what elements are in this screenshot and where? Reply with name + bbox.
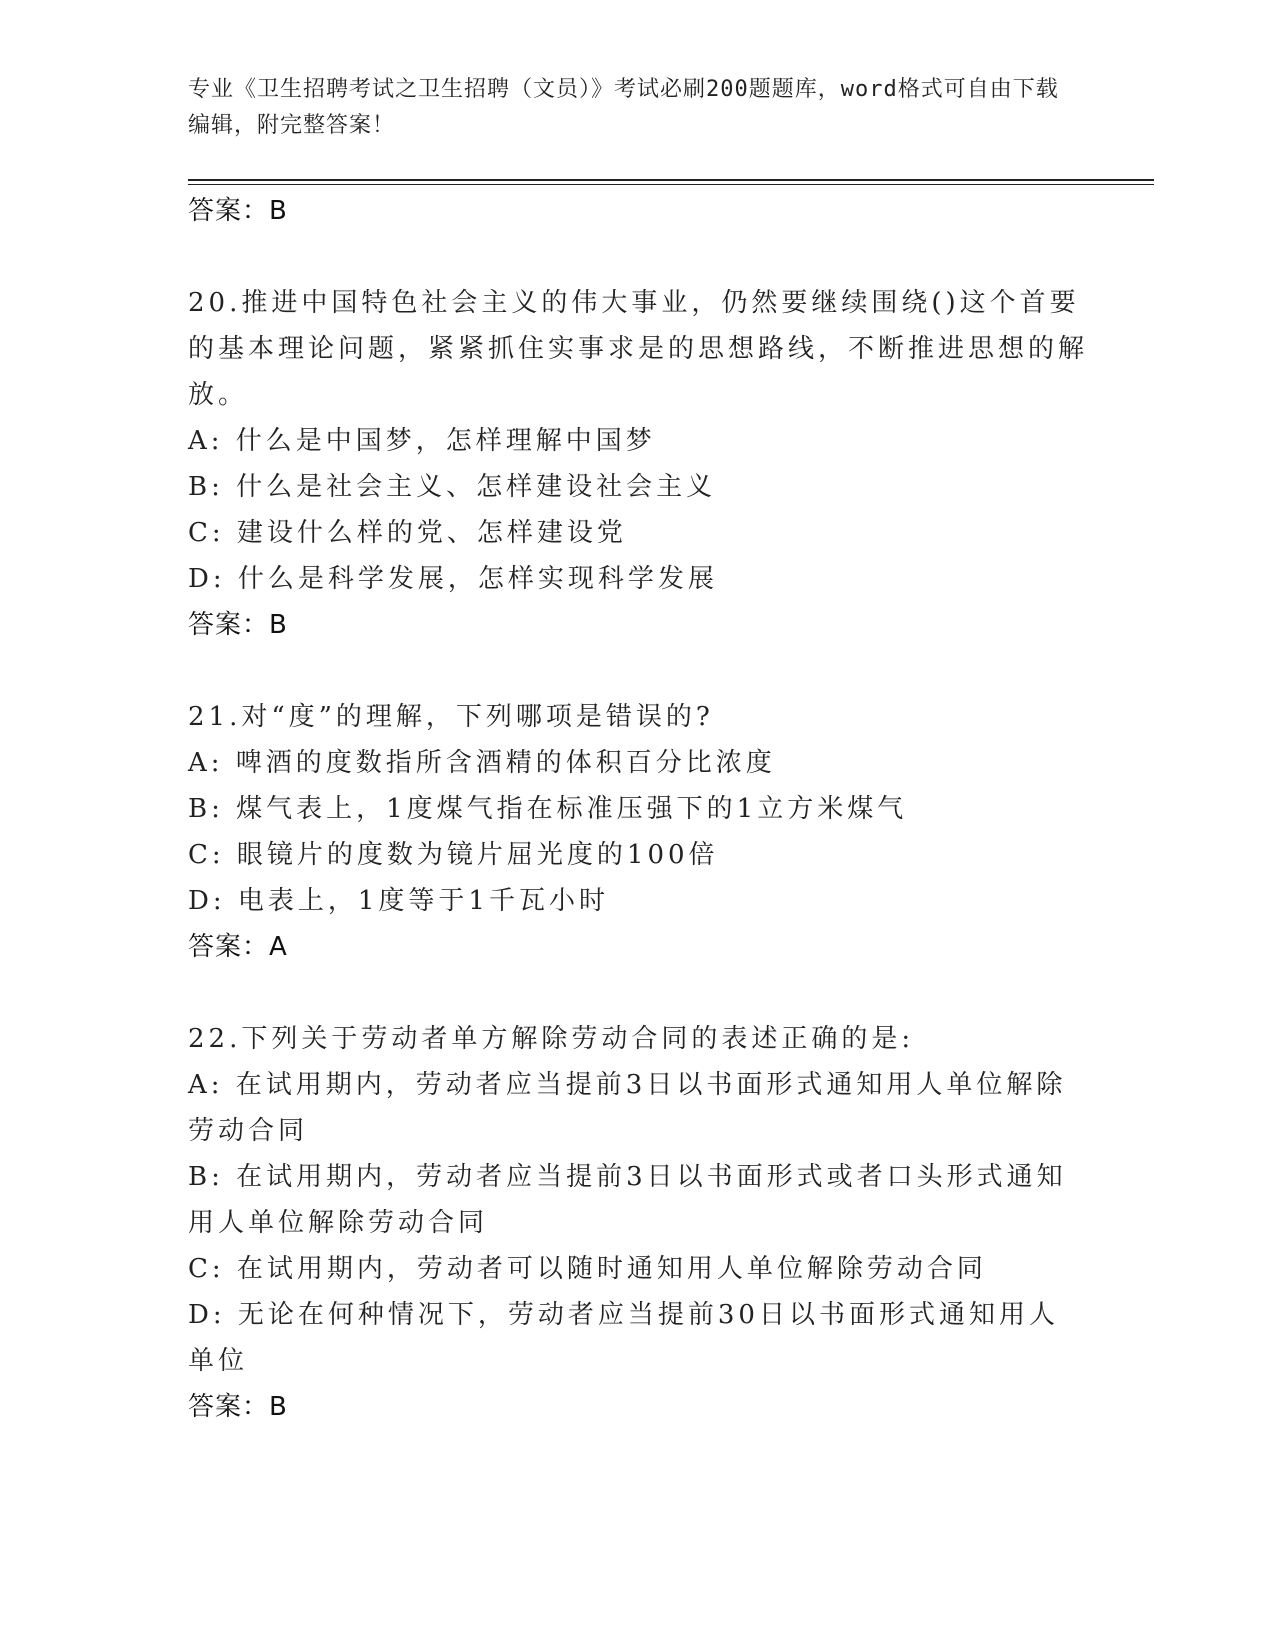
question-text: 20.推进中国特色社会主义的伟大事业，仍然要继续围绕()这个首要的基本理论问题，紧紧抓住实事求是的思想路线，不断推进思想的解放。 <box>188 288 1089 410</box>
header-divider-thin <box>188 184 1154 185</box>
previous-answer: 答案：B <box>188 196 288 226</box>
option-d: D: 无论在何种情况下，劳动者应当提前30日以书面形式通知用人单位 <box>188 1300 1059 1376</box>
option-c: C: 眼镜片的度数为镜片屈光度的100倍 <box>188 840 719 870</box>
option-a: A: 什么是中国梦，怎样理解中国梦 <box>188 426 656 456</box>
question-text: 22.下列关于劳动者单方解除劳动合同的表述正确的是: <box>188 1024 915 1054</box>
option-b: B: 什么是社会主义、怎样建设社会主义 <box>188 472 717 502</box>
option-d: D: 什么是科学发展，怎样实现科学发展 <box>188 564 718 594</box>
header-title: 专业《卫生招聘考试之卫生招聘（文员）》考试必刷200题题库，word格式可自由下载编辑，附完整答案！ <box>188 77 1059 138</box>
option-a: A: 啤酒的度数指所含酒精的体积百分比浓度 <box>188 748 776 778</box>
option-b: B: 在试用期内，劳动者应当提前3日以书面形式或者口头形式通知用人单位解除劳动合同 <box>188 1162 1067 1238</box>
answer: 答案：B <box>188 610 288 640</box>
answer: 答案：A <box>188 932 288 962</box>
option-c: C: 在试用期内，劳动者可以随时通知用人单位解除劳动合同 <box>188 1254 987 1284</box>
option-c: C: 建设什么样的党、怎样建设党 <box>188 518 627 548</box>
header-divider-thick <box>188 179 1154 181</box>
document-header <box>188 72 1068 144</box>
question-list <box>188 188 1088 1430</box>
option-d: D: 电表上，1度等于1千瓦小时 <box>188 886 609 916</box>
question-21 <box>188 694 1088 970</box>
question-22 <box>188 1016 1088 1430</box>
option-a: A: 在试用期内，劳动者应当提前3日以书面形式通知用人单位解除劳动合同 <box>188 1070 1067 1146</box>
question-20 <box>188 280 1088 648</box>
question-text: 21.对“度”的理解，下列哪项是错误的? <box>188 702 714 732</box>
answer: 答案：B <box>188 1392 288 1422</box>
option-b: B: 煤气表上，1度煤气指在标准压强下的1立方米煤气 <box>188 794 908 824</box>
